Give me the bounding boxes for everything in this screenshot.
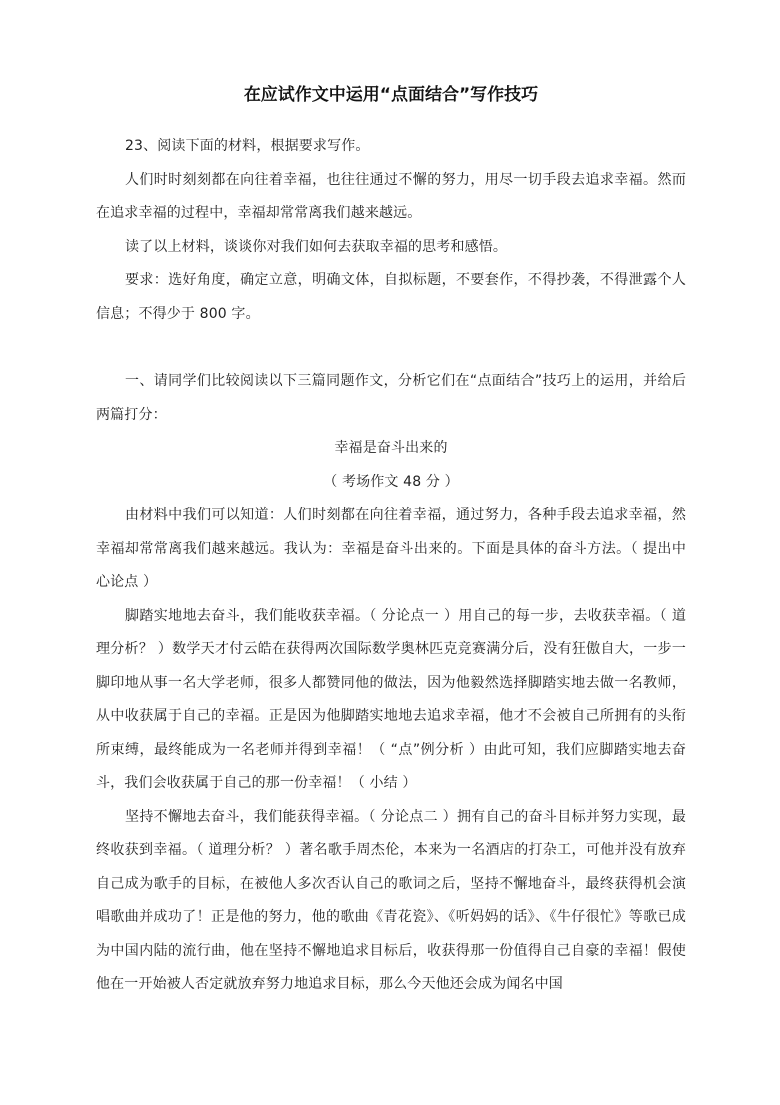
essay-subtitle: （ 考场作文 48 分 ） (323, 473, 459, 490)
essay-paragraph-3: 坚持不懈地去奋斗，我们能获得幸福。（ 分论点二 ）拥有自己的奋斗目标并努力实现，最终收获到幸福。（ 道理分析？ ）著名歌手周杰伦，本来为一名酒店的打杂工，可他并没有放弃自己成为歌手的目标，在被他人多次否认自己的歌词之后，坚持不懈地奋斗，最终获得机会演唱歌曲并成功了！正是他的努力，他的歌曲《青花瓷》、《听妈妈的话》、《牛仔很忙》等歌已成为中国内陆的流行曲，他在坚持不懈地追求目标后，收获得那一份值得自己自豪的幸福！假使他在一开始被人否定就放弃努力地追求目标，那么今天他还会成为闻名中国 (96, 808, 686, 992)
section-heading: 一、请同学们比较阅读以下三篇同题作文，分析它们在“点面结合”技巧上的运用，并给后两篇打分： (96, 373, 686, 423)
essay-paragraph-1: 由材料中我们可以知道：人们时刻都在向往着幸福，通过努力，各种手段去追求幸福，然幸福却常常离我们越来越远。我认为：幸福是奋斗出来的。下面是具体的奋斗方法。（ 提出中心论点 ） (96, 507, 686, 590)
writing-requirement: 要求：选好角度，确定立意，明确文体，自拟标题，不要套作，不得抄袭，不得泄露个人信息；不得少于 800 字。 (96, 272, 686, 322)
section-spacer (96, 331, 686, 365)
material-instruction: 读了以上材料，谈谈你对我们如何去获取幸福的思考和感悟。 (125, 238, 508, 255)
essay-title: 幸福是奋斗出来的 (334, 440, 448, 456)
essay-paragraph-2: 脚踏实地地去奋斗，我们能收获幸福。（ 分论点一 ）用自己的每一步，去收获幸福。（ 道理分析？ ）数学天才付云皓在获得两次国际数学奥林匹克竞赛满分后，没有狂傲自大，一步一脚印地从事一名大学老师，很多人都赞同他的做法，因为他毅然选择脚踏实地去做一名教师，从中收获属于自己的幸福。正是因为他脚踏实地地去追求幸福，他才不会被自己所拥有的头衔所束缚，最终能成为一名老师并得到幸福！（ “点”例分析 ）由此可知，我们应脚踏实地去奋斗，我们会收获属于自己的那一份幸福！（ 小结 ） (96, 607, 686, 791)
material-paragraph: 人们时时刻刻都在向往着幸福，也往往通过不懈的努力，用尽一切手段去追求幸福。然而在追求幸福的过程中，幸福却常常离我们越来越远。 (96, 171, 686, 221)
question-prompt: 23、阅读下面的材料，根据要求写作。 (125, 138, 370, 154)
document-title: 在应试作文中运用“点面结合”写作技巧 (243, 85, 539, 105)
